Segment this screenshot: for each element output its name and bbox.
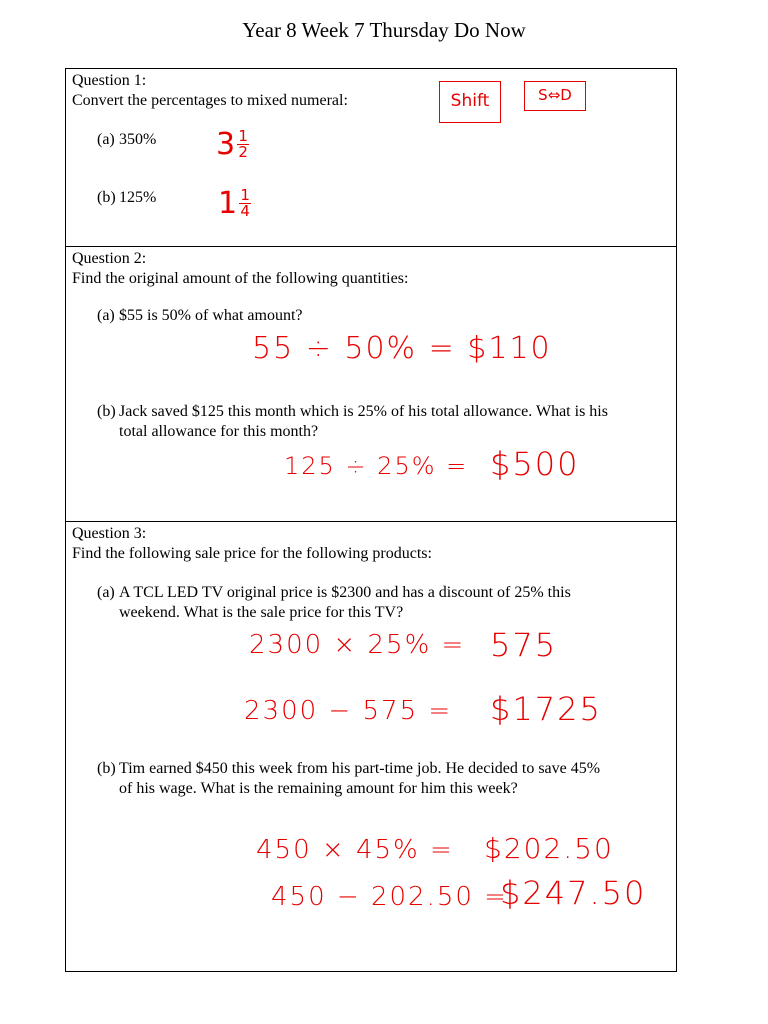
question-3b-line-1: Tim earned $450 this week from his part-time job. He decided to save 45% [119, 760, 601, 777]
answer-2b-handwritten: $500 [490, 445, 580, 483]
question-1-section [66, 69, 676, 247]
question-2b-line-1: Jack saved $125 this month which is 25% of his total allowance. What is his [119, 403, 608, 420]
question-2a-label: (a) [97, 307, 115, 324]
question-1b-label: (b) [97, 189, 116, 206]
question-1a-label: (a) [97, 131, 115, 148]
answer-3b-step-2: $247.50 [500, 874, 647, 912]
answer-3a-step-2: $1725 [490, 690, 602, 728]
question-2-section [66, 247, 676, 522]
question-1a-text: 350% [119, 131, 157, 148]
page-title: Year 8 Week 7 Thursday Do Now [242, 18, 526, 42]
question-3b-line-2: of his wage. What is the remaining amount for him this week? [119, 780, 518, 797]
working-3b-step-2: 450 − 202.50 = [271, 882, 508, 912]
question-1a [97, 130, 297, 150]
question-1b [97, 188, 297, 208]
question-1-heading: Question 1: [72, 72, 147, 89]
s-to-d-key-annotation: S⇔D [524, 81, 586, 111]
question-3b [97, 759, 672, 801]
question-3-section [66, 522, 676, 971]
working-3b-step-1: 450 × 45% = [256, 835, 454, 865]
answer-3a-step-1: 575 [490, 626, 558, 664]
question-1-prompt: Convert the percentages to mixed numeral: [72, 92, 348, 109]
question-3b-label: (b) [97, 760, 116, 777]
question-2-heading: Question 2: [72, 250, 147, 267]
question-3a-line-2: weekend. What is the sale price for this TV? [119, 604, 404, 621]
working-3a-step-1: 2300 × 25% = [249, 630, 466, 660]
question-3-prompt: Find the following sale price for the following products: [72, 545, 432, 562]
working-3a-step-2: 2300 − 575 = [244, 696, 453, 726]
working-2a-handwritten: 55 ÷ 50% = $110 [252, 331, 552, 366]
working-2b-handwritten: 125 ÷ 25% = [284, 452, 469, 480]
answer-1a-handwritten: 3 1 2 [216, 126, 248, 162]
question-2b [97, 402, 672, 444]
answer-1b-handwritten: 1 1 4 [218, 185, 250, 221]
question-3a [97, 583, 672, 625]
shift-key-annotation: Shift [439, 81, 501, 123]
question-2a [97, 306, 657, 326]
question-1b-text: 125% [119, 189, 157, 206]
question-3-heading: Question 3: [72, 525, 147, 542]
question-2-prompt: Find the original amount of the following quantities: [72, 270, 409, 287]
answer-3b-step-1: $202.50 [484, 832, 614, 865]
question-2b-line-2: total allowance for this month? [119, 423, 319, 440]
worksheet-table [65, 68, 677, 972]
question-2b-label: (b) [97, 403, 116, 420]
question-3a-label: (a) [97, 584, 115, 601]
question-3a-line-1: A TCL LED TV original price is $2300 and has a discount of 25% this [119, 584, 571, 601]
question-2a-text: $55 is 50% of what amount? [119, 307, 303, 324]
